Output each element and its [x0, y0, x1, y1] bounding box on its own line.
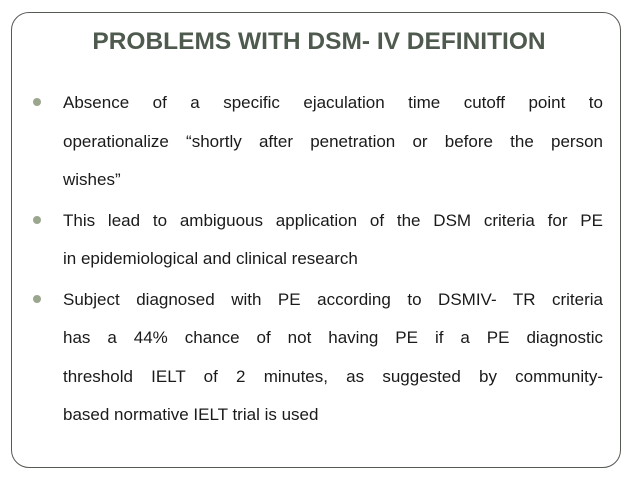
bullet-list	[33, 87, 603, 440]
bullet-line: in epidemiological and clinical research	[63, 249, 358, 268]
bullet-dot-icon	[33, 216, 41, 224]
bullet-item	[33, 284, 603, 438]
bullet-item	[33, 87, 603, 203]
slide-title: PROBLEMS WITH DSM- IV DEFINITION	[92, 28, 546, 55]
bullet-line: operationalize “shortly after penetration or before the person	[63, 131, 603, 151]
bullet-line: has a 44% chance of not having PE if a PE diagnostic	[63, 328, 603, 347]
bullet-dot-icon	[33, 98, 41, 106]
bullet-line: wishes”	[63, 170, 121, 189]
bullet-item	[33, 205, 603, 282]
bullet-line: based normative IELT trial is used	[63, 405, 319, 424]
bullet-line: threshold IELT of 2 minutes, as suggested by community-	[63, 366, 603, 386]
bullet-line: This lead to ambiguous application of the DSM criteria for PE	[63, 210, 603, 230]
bullet-line: Absence of a specific ejaculation time cutoff point to	[63, 93, 603, 112]
bullet-dot-icon	[33, 295, 41, 303]
bullet-line: Subject diagnosed with PE according to DSMIV- TR criteria	[63, 289, 603, 309]
